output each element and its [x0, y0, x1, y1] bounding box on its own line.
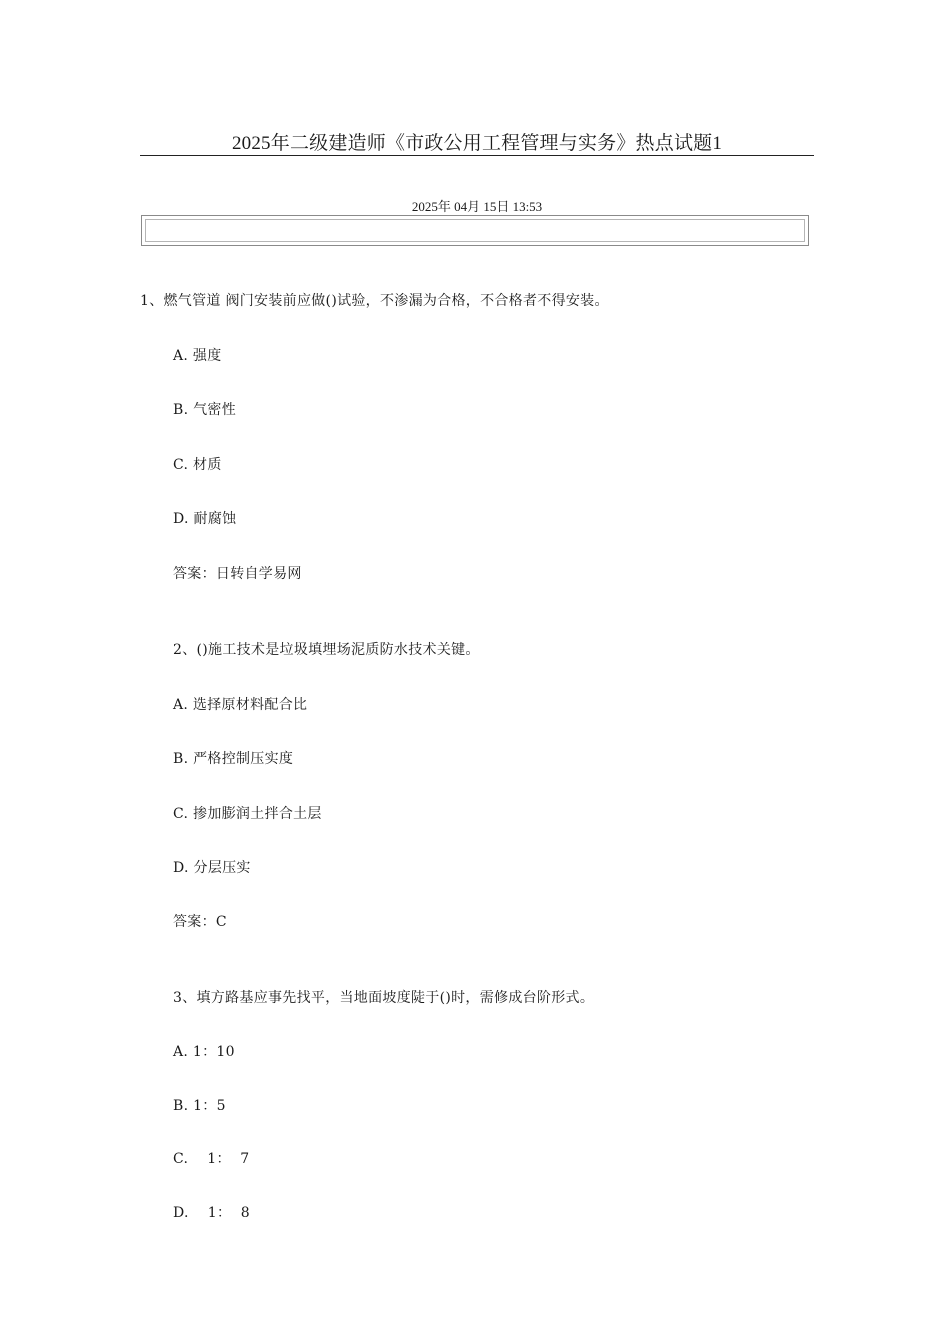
question-2-option-a: A. 选择原材料配合比 — [173, 697, 308, 713]
question-3-option-c: C. 1： 7 — [173, 1151, 250, 1167]
question-1-option-c: C. 材质 — [173, 457, 222, 473]
question-1-option-d: D. 耐腐蚀 — [173, 511, 237, 527]
question-1-option-a: A. 强度 — [173, 348, 222, 364]
empty-content-box-inner — [145, 219, 805, 242]
question-3-option-d: D. 1： 8 — [173, 1205, 250, 1221]
question-1-text: 1、燃气管道 阀门安装前应做()试验，不渗漏为合格，不合格者不得安装。 — [140, 293, 609, 309]
question-2-option-c: C. 掺加膨润土拌合土层 — [173, 806, 322, 822]
empty-content-box — [141, 215, 809, 246]
question-3-option-a: A. 1：10 — [173, 1044, 235, 1060]
question-2-option-b: B. 严格控制压实度 — [173, 751, 294, 767]
question-3-option-b: B. 1：5 — [173, 1098, 226, 1114]
document-title: 2025年二级建造师《市政公用工程管理与实务》热点试题1 — [231, 133, 723, 154]
title-underline — [140, 155, 814, 156]
question-2-answer: 答案：C — [173, 914, 227, 930]
question-1-option-b: B. 气密性 — [173, 402, 236, 418]
question-1-answer: 答案：日转自学易网 — [173, 566, 302, 582]
question-2-option-d: D. 分层压实 — [173, 860, 251, 876]
document-date: 2025年 04月 15日 13:53 — [411, 199, 543, 214]
question-2-text: 2、()施工技术是垃圾填埋场泥质防水技术关键。 — [173, 642, 480, 658]
question-3-text: 3、填方路基应事先找平，当地面坡度陡于()时，需修成台阶形式。 — [173, 990, 595, 1006]
